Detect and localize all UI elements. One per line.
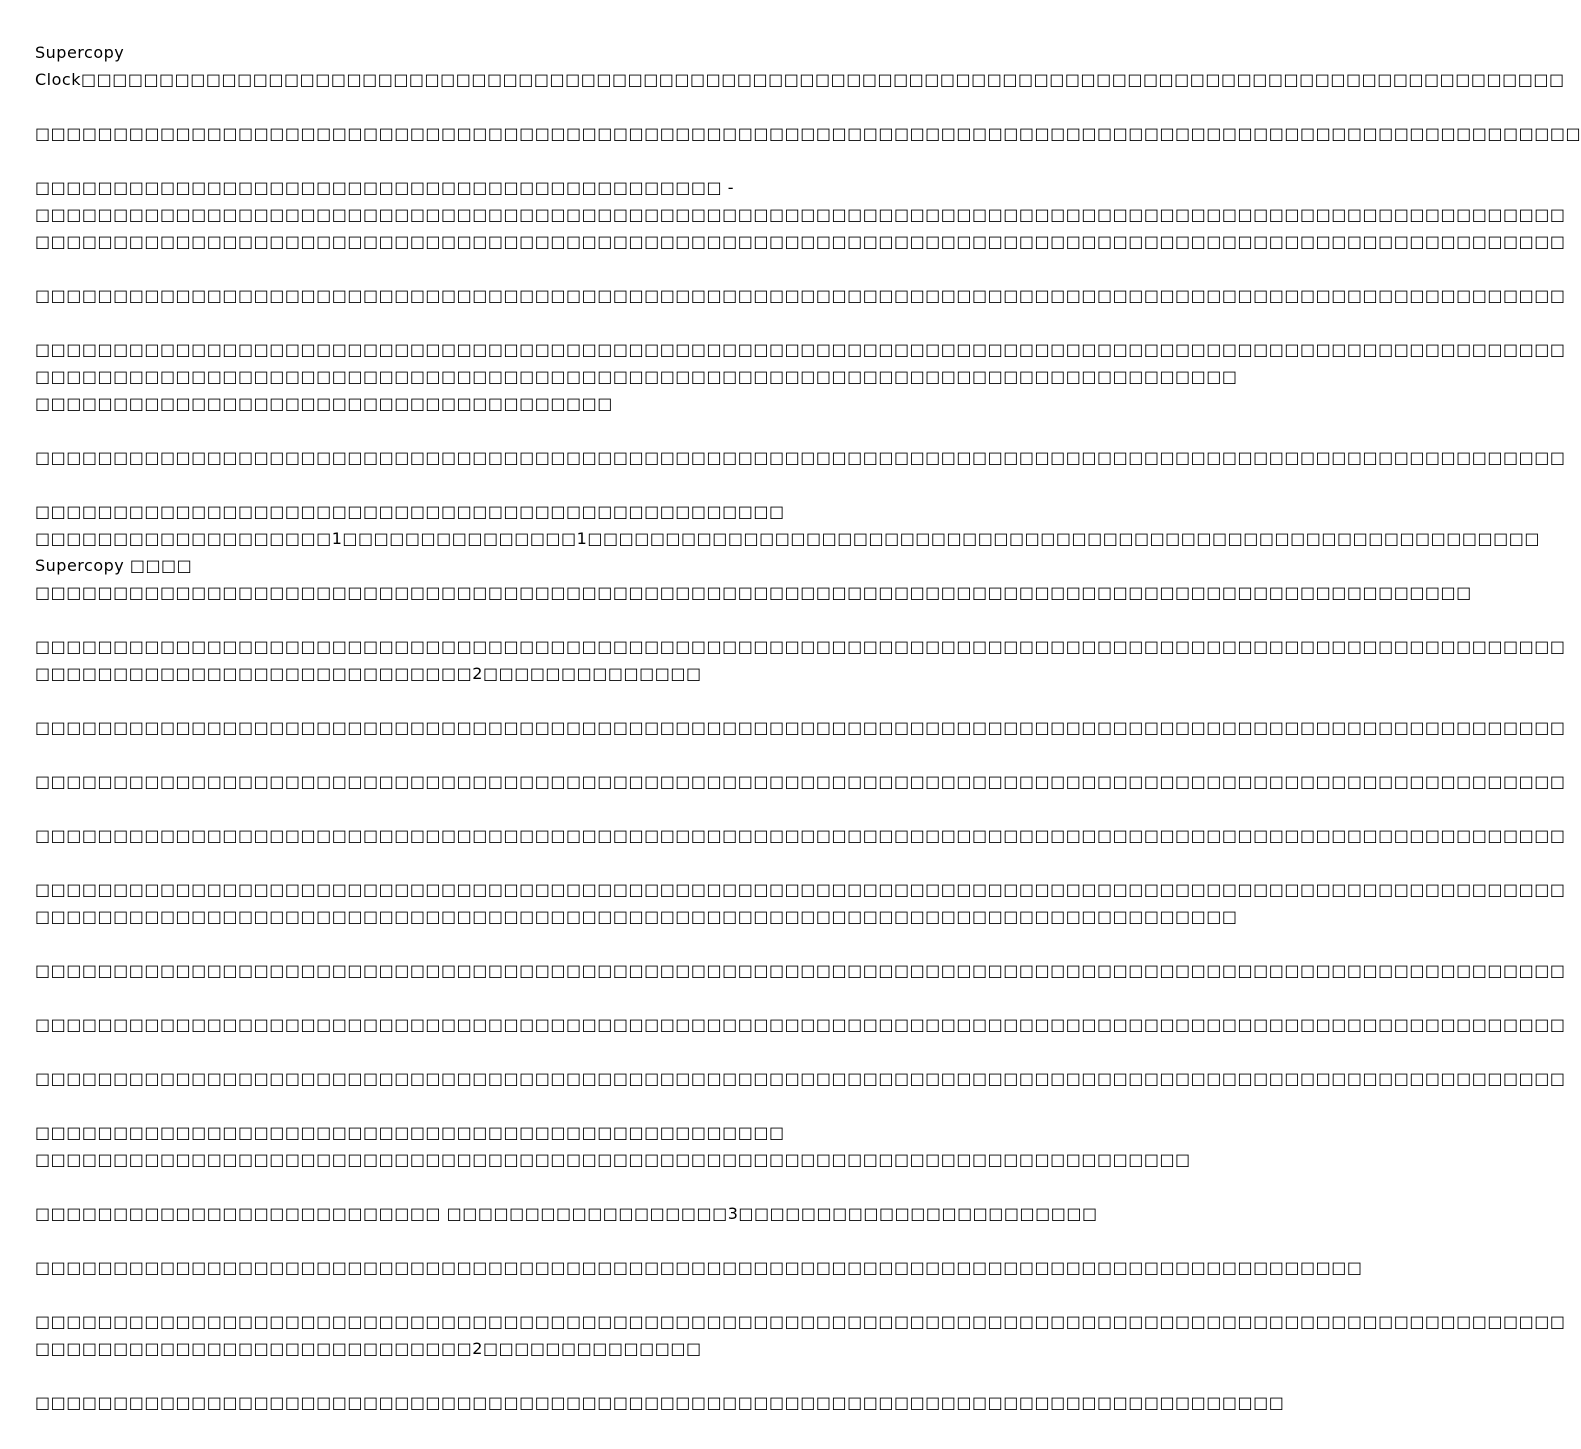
text-line: □□□□□□□□□□□□□□□□□□□□□□□□□□□□□□□□□□□□□□□□□□□□□□□□□□□□□□□□□□□□□□□□□□□□□□□□□□□□□□□□□□□□□□□□□□□□□□□□□□ [35,826,1566,845]
text-line: □□□□□□□□□□□□□□□□□□□□□□□□□□□□□□□□□□□□□□□□□□□□ - [35,178,735,197]
text-line: □□□□□□□□□□□□□□□□□□□□□□□□□□ □□□□□□□□□□□□□□□□□□3□□□□□□□□□□□□□□□□□□□□□□□ [35,1204,1098,1223]
text-line: □□□□□□□□□□□□□□□□□□□□□□□□□□□□□□□□□□□□□□□□□□□□□□□□□□□□□□□□□□□□□□□□□□□□□□□□□□□□□□□□□□□□□□□□□□□□□□□□□□ [35,880,1566,899]
text-line: □□□□□□□□□□□□□□□□□□□□□□□□□□□□□□□□□□□□□□□□□□□□□□□□ [35,1123,785,1142]
text-paragraph [35,768,1566,795]
text-paragraph [35,1065,1566,1092]
text-paragraph [35,336,1566,417]
text-paragraph [35,444,1566,471]
text-line: □□□□□□□□□□□□□□□□□□□1□□□□□□□□□□□□□□□1□□□□□□□□□□□□□□□□□□□□□□□□□□□□□□□□□□□□□□□□□□□□□□□□□□□□□□□□□□□□□ [35,529,1540,548]
text-line: □□□□□□□□□□□□□□□□□□□□□□□□□□□□□□□□□□□□□□□□□□□□□□□□□□□□□□□□□□□□□□□□□□□□□□□□□□□□□□□□ [35,1393,1285,1412]
text-paragraph [35,822,1566,849]
text-line: □□□□□□□□□□□□□□□□□□□□□□□□□□□□□□□□□□□□□□□□□□□□□□□□□□□□□□□□□□□□□□□□□□□□□□□□□□□□□□□□□□□□□□□□□□□□□□□□□□ [35,1015,1566,1034]
text-line: □□□□□□□□□□□□□□□□□□□□□□□□□□□□□□□□□□□□□ [35,394,613,413]
text-line: □□□□□□□□□□□□□□□□□□□□□□□□□□□□□□□□□□□□□□□□□□□□□□□□□□□□□□□□□□□□□□□□□□□□□□□□□□□□□□□□□□□□□□□□□□□□□□□□□□ [35,232,1566,251]
text-line: □□□□□□□□□□□□□□□□□□□□□□□□□□□□2□□□□□□□□□□□□□□ [35,664,702,683]
text-paragraph [35,957,1566,984]
text-line: □□□□□□□□□□□□□□□□□□□□□□□□□□□□□□□□□□□□□□□□□□□□□□□□□□□□□□□□□□□□□□□□□□□□□□□□□□□□□□□□□□□□□□□□□□□□□□□□□□ [35,772,1566,791]
text-line: □□□□□□□□□□□□□□□□□□□□□□□□□□□□□□□□□□□□□□□□□□□□□□□□□□□□□□□□□□□□□□□□□□□□□□□□□□□□□□□□□□□□□□□□□□□□□□□□□□ [35,205,1566,224]
text-line: □□□□□□□□□□□□□□□□□□□□□□□□□□□□□□□□□□□□□□□□□□□□□□□□□□□□□□□□□□□□□□□□□□□□□□□□□□ [35,1150,1191,1169]
text-paragraph [35,1119,1191,1173]
text-line: Clock□□□□□□□□□□□□□□□□□□□□□□□□□□□□□□□□□□□□□□□□□□□□□□□□□□□□□□□□□□□□□□□□□□□□□□□□□□□□□□□□□□□□□□□□□□□□□□□ [35,70,1565,89]
text-line: Supercopy □□□□ [35,556,193,575]
text-paragraph [35,1308,1566,1362]
text-line: □□□□□□□□□□□□□□□□□□□□□□□□□□□□□□□□□□□□□□□□□□□□□□□□□□□□□□□□□□□□□□□□□□□□□□□□□□□□□□□□□□□□□□□□□□□□□□□□□□ [35,340,1566,359]
text-paragraph [35,498,1540,606]
text-paragraph [35,1200,1098,1227]
text-paragraph [35,39,1565,93]
text-line: □□□□□□□□□□□□□□□□□□□□□□□□□□□□□□□□□□□□□□□□□□□□□□□□□□□□□□□□□□□□□□□□□□□□□□□□□□□□□□□□□□□□□□□□□□□□□□□□□□ [35,718,1566,737]
text-paragraph [35,633,1566,687]
text-line: □□□□□□□□□□□□□□□□□□□□□□□□□□□□□□□□□□□□□□□□□□□□□□□□□□□□□□□□□□□□□□□□□□□□□□□□□□□□□ [35,907,1238,926]
text-paragraph [35,1254,1363,1281]
text-paragraph [35,174,1566,255]
text-line: □□□□□□□□□□□□□□□□□□□□□□□□□□□□□□□□□□□□□□□□□□□□□□□□□□□□□□□□□□□□□□□□□□□□□□□□□□□□□□□□□□□□□□□□□□□□ [35,583,1472,602]
text-line: □□□□□□□□□□□□□□□□□□□□□□□□□□□□□□□□□□□□□□□□□□□□□□□□□□□□□□□□□□□□□□□□□□□□□□□□□□□□□□□□□□□□□□□□□□□□□□□□□□ [35,961,1566,980]
text-paragraph [35,714,1566,741]
text-line: Supercopy [35,43,125,62]
document-body [35,39,1581,1416]
text-paragraph [35,120,1581,147]
text-paragraph [35,282,1566,309]
text-line: □□□□□□□□□□□□□□□□□□□□□□□□□□□□□□□□□□□□□□□□□□□□□□□□□□□□□□□□□□□□□□□□□□□□□□□□□□□□□□□□□□□□□□□□□□□□□□□□□□ [35,1069,1566,1088]
text-line: □□□□□□□□□□□□□□□□□□□□□□□□□□□□□□□□□□□□□□□□□□□□□□□□□□□□□□□□□□□□□□□□□□□□□□□□□□□□□□□□□□□□□□□□□□□□□□□□□□ [35,637,1566,656]
text-line: □□□□□□□□□□□□□□□□□□□□□□□□□□□□□□□□□□□□□□□□□□□□□□□□□□□□□□□□□□□□□□□□□□□□□□□□□□□□□□□□□□□□□□□□□□□□□□□□□□ [35,286,1566,305]
text-paragraph [35,1011,1566,1038]
text-line: □□□□□□□□□□□□□□□□□□□□□□□□□□□□2□□□□□□□□□□□□□□ [35,1339,702,1358]
text-line: □□□□□□□□□□□□□□□□□□□□□□□□□□□□□□□□□□□□□□□□□□□□□□□□□□□□□□□□□□□□□□□□□□□□□□□□□□□□□□□□□□□□□□□□□□□□□□□□□□ [35,1312,1566,1331]
text-paragraph [35,1389,1285,1416]
text-line: □□□□□□□□□□□□□□□□□□□□□□□□□□□□□□□□□□□□□□□□□□□□□□□□ [35,502,785,521]
text-paragraph [35,876,1566,930]
text-line: □□□□□□□□□□□□□□□□□□□□□□□□□□□□□□□□□□□□□□□□□□□□□□□□□□□□□□□□□□□□□□□□□□□□□□□□□□□□□□□□□□□□□ [35,1258,1363,1277]
text-line: □□□□□□□□□□□□□□□□□□□□□□□□□□□□□□□□□□□□□□□□□□□□□□□□□□□□□□□□□□□□□□□□□□□□□□□□□□□□□□□□□□□□□□□□□□□□□□□□□□□ [35,124,1581,143]
text-line: □□□□□□□□□□□□□□□□□□□□□□□□□□□□□□□□□□□□□□□□□□□□□□□□□□□□□□□□□□□□□□□□□□□□□□□□□□□□□□□□□□□□□□□□□□□□□□□□□□ [35,448,1566,467]
text-line: □□□□□□□□□□□□□□□□□□□□□□□□□□□□□□□□□□□□□□□□□□□□□□□□□□□□□□□□□□□□□□□□□□□□□□□□□□□□□ [35,367,1238,386]
